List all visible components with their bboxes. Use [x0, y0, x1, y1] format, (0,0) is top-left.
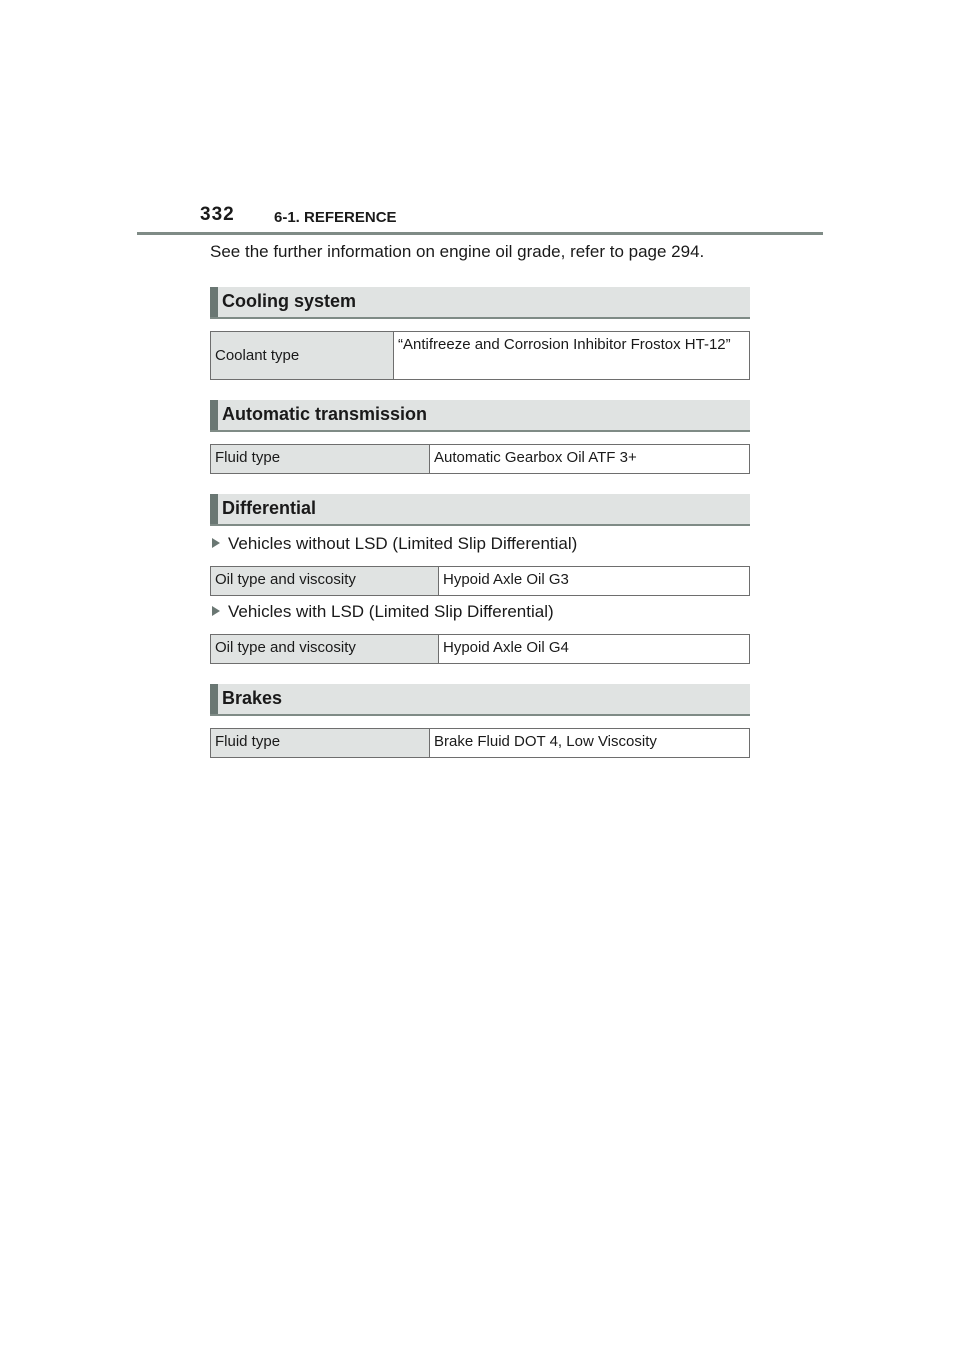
heading-accent-bar: [210, 287, 218, 317]
table-row: [211, 635, 750, 664]
table-value-cell: Hypoid Axle Oil G3: [439, 567, 750, 596]
heading-cooling-system: [210, 287, 750, 319]
transmission-table: [210, 444, 750, 474]
differential-without-lsd-table: [210, 566, 750, 596]
heading-automatic-transmission: [210, 400, 750, 432]
triangle-bullet-icon: [212, 538, 220, 548]
heading-accent-bar: [210, 684, 218, 714]
heading-brakes: [210, 684, 750, 716]
heading-accent-bar: [210, 400, 218, 430]
heading-text: Automatic transmission: [222, 404, 428, 424]
table-label-cell: Fluid type: [211, 445, 430, 474]
differential-with-lsd-table: [210, 634, 750, 664]
heading-text: Cooling system: [222, 291, 357, 311]
heading-text: Brakes: [222, 688, 283, 708]
intro-text: See the further information on engine oil grade, refer to page 294.: [210, 242, 705, 261]
table-row: [211, 332, 750, 380]
heading-accent-bar: [210, 494, 218, 524]
table-label-cell: Fluid type: [211, 729, 430, 758]
page-number: 332: [200, 204, 235, 225]
table-row: [211, 729, 750, 758]
heading-differential: [210, 494, 750, 526]
header-divider: [137, 232, 823, 235]
table-row: [211, 567, 750, 596]
table-row: [211, 445, 750, 474]
triangle-bullet-icon: [212, 606, 220, 616]
table-value-cell: Hypoid Axle Oil G4: [439, 635, 750, 664]
table-value-cell: Automatic Gearbox Oil ATF 3+: [430, 445, 750, 474]
table-label-cell: Coolant type: [211, 332, 394, 380]
table-value-cell: Brake Fluid DOT 4, Low Viscosity: [430, 729, 750, 758]
cooling-table: [210, 331, 750, 380]
subheading-text: Vehicles without LSD (Limited Slip Differential): [228, 534, 578, 553]
table-label-cell: Oil type and viscosity: [211, 635, 439, 664]
table-value-cell: “Antifreeze and Corrosion Inhibitor Frostox HT-12”: [394, 332, 750, 380]
heading-text: Differential: [222, 498, 317, 518]
section-reference: 6-1. REFERENCE: [274, 209, 397, 226]
subheading-text: Vehicles with LSD (Limited Slip Differential): [228, 602, 554, 621]
subheading-without-lsd: [212, 534, 577, 554]
subheading-with-lsd: [212, 602, 554, 622]
table-label-cell: Oil type and viscosity: [211, 567, 439, 596]
brakes-table: [210, 728, 750, 758]
